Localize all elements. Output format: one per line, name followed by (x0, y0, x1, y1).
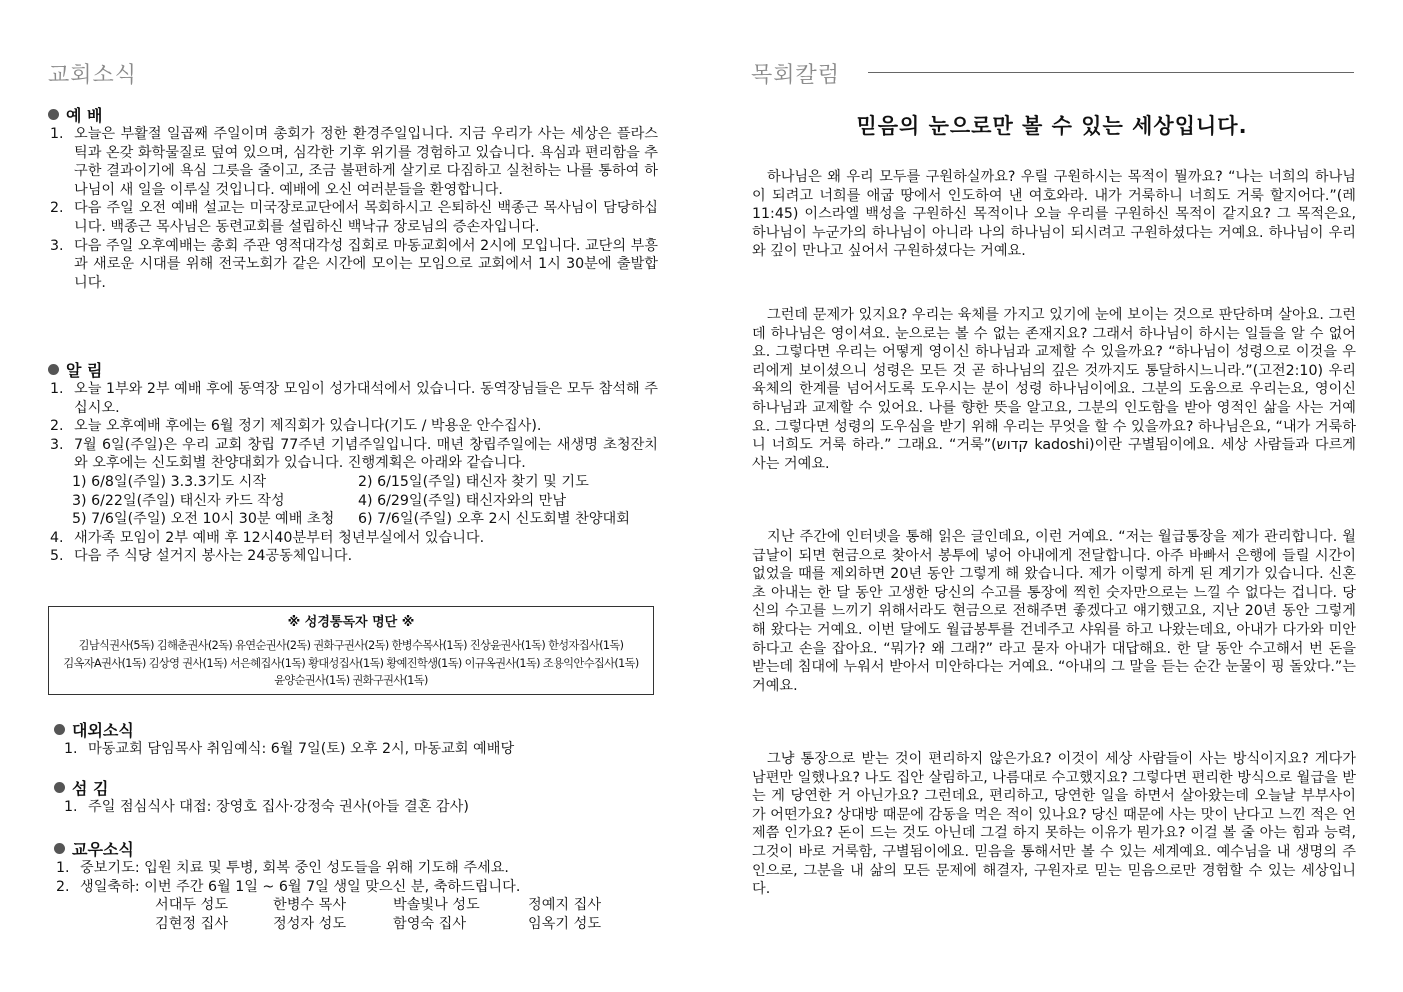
schedule-row: 3) 6/22일(주일) 태신자 카드 작성 4) 6/29일(주일) 태신자와의 만남 (72, 492, 567, 509)
list-item: 5. 다음 주 식당 설거지 봉사는 24공동체입니다. (50, 548, 353, 565)
list-item: 2. 생일축하: 이번 주간 6월 1일 ~ 6월 7일 생일 맞으신 분, 축하드립니다. (56, 878, 521, 895)
birthday-row: 김현정 집사 정성자 성도 함영숙 집사 임옥기 성도 (155, 915, 602, 932)
bible-readers-line: 윤양순권사(1독) 권화구권사(1독) (274, 674, 428, 687)
list-item: 1. 오늘 1부와 2부 예배 후에 동역장 모임이 성가대석에서 있습니다. 동역장님들은 모두 참석해 주십시오. (50, 381, 658, 416)
bullet-icon (48, 364, 59, 375)
notice-heading: 알 림 (48, 358, 658, 380)
column-paragraph: 그런데 문제가 있지요? 우리는 육체를 가지고 있기에 눈에 보이는 것으로 판단하며 살아요. 그런데 하나님은 영이셔요. 눈으로는 볼 수 없는 존재지요? 그래서 하나님이 하시는 일들을 알 수 없어요. 그렇다면 우리는 어떻게 영이신 하나님과 교제할 수 있을까요? “하나님이 성령으로 이것을 우리에게 보이셨으니 성령은 모든 것 곧 하나님의 깊은 것까지도 통달하시느니라.”(고전2:10) 우리 육체의 한계를 넘어서도록 도우시는 분이 성령 하나님이에요. 그분의 도움으로 우리는요, 영이신 하나님과 교제할 수 있어요. 나를 향한 뜻을 알고요, 그분의 인도함을 받아 영적인 삶을 사는 거예요. 그렇다면 성령의 도우심을 받기 위해 우리는 무엇을 할 수 있을까요? 하나님은요, “내가 거룩하니 너희도 거룩 하라.” 그래요. “거룩”(קדוש kadoshi)이란 구별됨이에요. 세상 사람들과 다르게 사는 거예요. (752, 307, 1356, 472)
external-news-section (54, 718, 664, 759)
column-paragraph: 하나님은 왜 우리 모두를 구원하실까요? 우릴 구원하시는 목적이 뭘까요? “나는 너희의 하나님이 되려고 너희를 애굽 땅에서 인도하여 낸 여호와라. 내가 거룩하니 너희도 거룩 할지어다.”(레11:45) 이스라엘 백성을 구원하신 목적이나 오늘 우리를 구원하신 목적이 같지요? 그 목적은요, 하나님이 누군가의 하나님이 아니라 나의 하나님이 되시려고 구원하셨다는 거예요. 하나님이 우리와 깊이 만나고 싶어서 구원하셨다는 거예요. (752, 169, 1356, 260)
title-divider (868, 72, 1354, 73)
bible-readers-heading: ※ 성경통독자 명단 ※ (287, 615, 415, 630)
bible-readers-line: 김남식권사(5독) 김해춘권사(2독) 유연순권사(2독) 권화구권사(2독) 한병수목사(1독) 진상윤권사(1독) 한성자집사(1독) (78, 639, 624, 652)
bullet-icon (54, 724, 65, 735)
notice-section (48, 358, 658, 566)
bullet-icon (54, 843, 65, 854)
list-item: 1. 중보기도: 입원 치료 및 투병, 회복 중인 성도들을 위해 기도해 주세요. (56, 860, 509, 876)
list-item: 1. 주일 점심식사 대접: 장영호 집사·강정숙 권사(아들 결혼 감사) (64, 799, 469, 815)
pastor-column-title: 목회칼럼 (751, 63, 841, 88)
schedule-row: 5) 7/6일(주일) 오전 10시 30분 예배 초청 6) 7/6일(주일) 오후 2시 신도회별 찬양대회 (72, 511, 630, 528)
column-paragraph: 지난 주간에 인터넷을 통해 읽은 글인데요, 이런 거예요. “저는 월급통장을 제가 관리합니다. 월급날이 되면 현금으로 찾아서 봉투에 넣어 아내에게 전달합니다. 아주 바빠서 은행에 들릴 시간이 없었을 때를 제외하면 20년 동안 그렇게 해 왔습니다. 제가 이렇게 하게 된 계기가 있습니다. 신혼 초 아내는 한 달 동안 고생한 당신의 수고를 통장에 찍힌 숫자만으로는 느낄 수 없다는 겁니다. 당신의 수고를 느끼기 위해서라도 현금으로 전해주면 좋겠다고 얘기했고요, 지난 20년 동안 그렇게 해 왔다는 거예요. 이번 달에도 월급봉투를 건네주고 샤워를 하고 나왔는데요, 아내가 다가와 미안하다고 손을 잡아요. “뭐가? 왜 그래?” 라고 묻자 아내가 대답해요. 한 달 동안 수고해서 번 돈을 받는데 침대에 누워서 받아서 미안하다는 거예요. “아내의 그 말을 듣는 순간 눈물이 핑 돌았다.”는 거예요. (752, 529, 1356, 694)
list-item: 1. 마동교회 담임목사 취임예식: 6월 7일(토) 오후 2시, 마동교회 예배당 (64, 741, 515, 757)
members-news-section (54, 837, 664, 933)
list-item: 3. 다음 주일 오후예배는 총회 주관 영적대각성 집회로 마동교회에서 2시에 모입니다. 교단의 부흥과 새로운 시대를 위해 전국노회가 같은 시간에 모이는 모임으로 교회에서 1시 30분에 출발합니다. (50, 237, 658, 291)
schedule-row: 1) 6/8일(주일) 3.3.3기도 시작 2) 6/15일(주일) 태신자 찾기 및 기도 (72, 473, 589, 490)
members-news-heading: 교우소식 (54, 837, 664, 859)
list-item: 2. 오늘 오후예배 후에는 6월 정기 제직회가 있습니다(기도 / 박용운 안수집사). (50, 418, 542, 435)
bible-readers-box (48, 606, 654, 695)
worship-heading: 예 배 (48, 103, 658, 125)
church-news-title: 교회소식 (48, 63, 138, 88)
serve-heading: 섬 김 (54, 776, 664, 798)
worship-section (48, 103, 658, 292)
bullet-icon (54, 782, 65, 793)
list-item: 2. 다음 주일 오전 예배 설교는 미국장로교단에서 목회하시고 은퇴하신 백종근 목사님이 담당하십니다. 백종근 목사님은 동련교회를 설립하신 백낙규 장로님의 증손자입니다. (50, 200, 658, 235)
list-item: 1. 오늘은 부활절 일곱째 주일이며 총회가 정한 환경주일입니다. 지금 우리가 사는 세상은 플라스틱과 온갖 화학물질로 덮여 있으며, 심각한 기후 위기를 경험하고 있습니다. 욕심과 편리함을 추구한 결과이기에 욕심 그릇을 줄이고, 조금 불편하게 살기로 다짐하고 실천하는 나를 통하여 하나님이 새 일을 이루실 것입니다. 예배에 오신 여러분들을 환영합니다. (50, 126, 658, 198)
serve-section (54, 776, 664, 817)
column-paragraph: 그냥 통장으로 받는 것이 편리하지 않은가요? 이것이 세상 사람들이 사는 방식이지요? 게다가 남편만 일했나요? 나도 집안 살림하고, 나름대로 수고했지요? 그렇다면 편리한 방식으로 월급을 받는 게 당연한 거 아닌가요? 그런데요, 편리하고, 당연한 일을 하면서 살아왔는데 오늘날 부부사이가 어떤가요? 상대방 때문에 감동을 먹은 적이 있나요? 당신 때문에 사는 맛이 난다고 느낀 적은 언제쯤 인가요? 돈이 드는 것도 아닌데 그걸 하지 못하는 이유가 뭔가요? 이걸 볼 줄 아는 힘과 능력, 그것이 바로 거룩함, 구별됨이에요. 믿음을 통해서만 볼 수 있는 세계예요. 예수님을 내 생명의 주인으로, 그분을 내 삶의 모든 문제에 해결자, 구원자로 믿는 믿음으로만 경험할 수 있는 세상입니다. (752, 751, 1356, 898)
column-headline: 믿음의 눈으로만 볼 수 있는 세상입니다. (856, 114, 1248, 138)
list-item: 4. 새가족 모임이 2부 예배 후 12시40분부터 청년부실에서 있습니다. (50, 529, 485, 546)
birthday-row: 서대두 성도 한병수 목사 박솔빛나 성도 정예지 집사 (155, 897, 602, 914)
bullet-icon (48, 109, 59, 120)
list-item: 3. 7월 6일(주일)은 우리 교회 창립 77주년 기념주일입니다. 매년 창립주일에는 새생명 초청잔치와 오후에는 신도회별 찬양대회가 있습니다. 진행계획은 아래와 같습니다. (50, 436, 658, 472)
bible-readers-line: 김옥자A권사(1독) 김상영 권사(1독) 서은혜집사(1독) 황대성집사(1독) 황예진학생(1독) 이규옥권사(1독) 조용익안수집사(1독) (63, 656, 639, 670)
external-news-heading: 대외소식 (54, 718, 664, 740)
